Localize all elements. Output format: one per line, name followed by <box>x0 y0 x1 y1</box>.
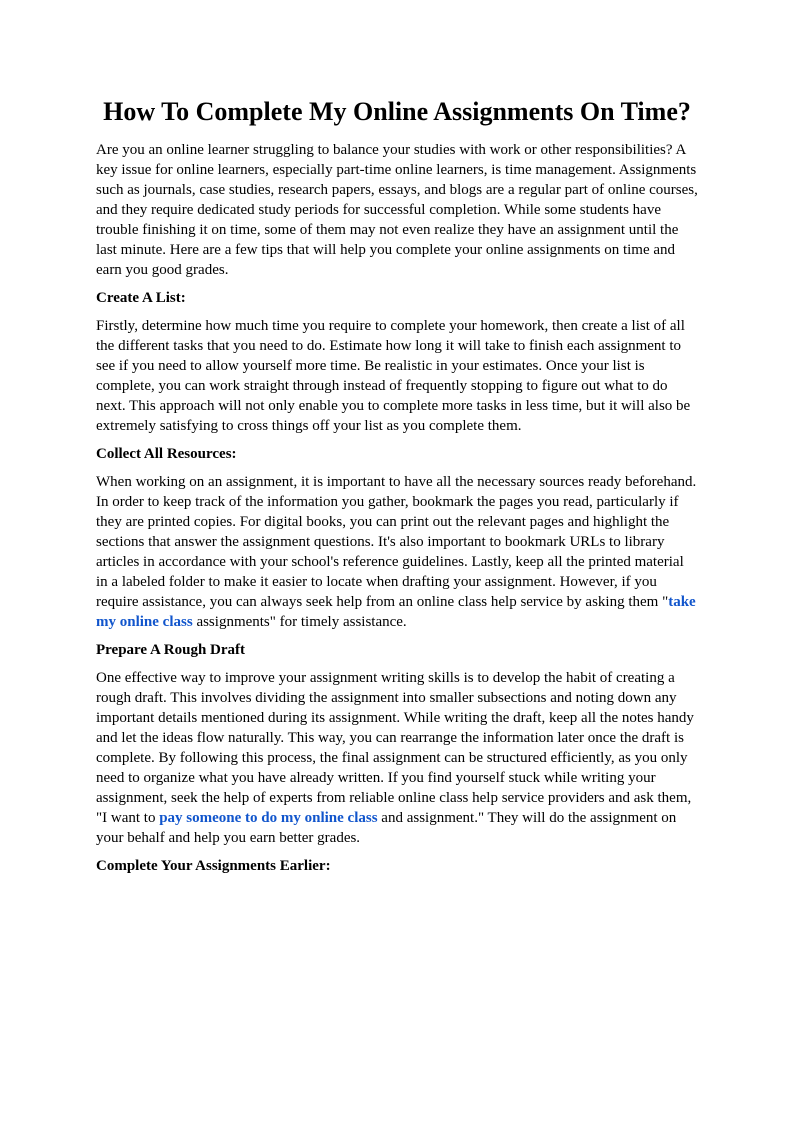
heading-complete-your-assignments-earlier: Complete Your Assignments Earlier: <box>96 858 331 874</box>
take-my-online-class-link[interactable]: take my online class <box>96 594 696 630</box>
document-page <box>96 96 698 884</box>
intro-paragraph: Are you an online learner struggling to balance your studies with work or other responsibilities? A key issue for online learners, especially part-time online learners, is time management. Assignments such as journals, case studies, research papers, essays, and blogs are a regular part of online courses, and they require dedicated study periods for successful completion. While some students have trouble finishing it on time, some of them may not even realize they have an assignment until the last minute. Here are a few tips that will help you complete your online assignments on time and earn you good grades. <box>96 142 698 278</box>
paragraph-text: assignments" for timely assistance. <box>192 614 407 630</box>
heading-prepare-a-rough-draft: Prepare A Rough Draft <box>96 642 246 658</box>
paragraph-prepare-a-rough-draft <box>96 668 698 848</box>
paragraph-text: When working on an assignment, it is important to have all the necessary sources ready beforehand. In order to keep track of the information you gather, bookmark the pages you read, particularly if they are printed copies. For digital books, you can print out the relevant pages and highlight the sections that answer the assignment questions. It's also important to bookmark URLs to library articles in accordance with your school's reference guidelines. Lastly, keep all the printed material in a labeled folder to make it easier to locate when drafting your assignment. However, if you require assistance, you can always seek help from an online class help service by asking them " <box>96 474 697 610</box>
pay-someone-to-do-my-online-class-link[interactable]: pay someone to do my online class <box>159 810 378 826</box>
paragraph-text: One effective way to improve your assignment writing skills is to develop the habit of creating a rough draft. This involves dividing the assignment into smaller subsections and noting down any important details mentioned during its assignment. While writing the draft, keep all the notes handy and let the ideas flow naturally. This way, you can rearrange the information later once the draft is complete. By following this process, the final assignment can be structured efficiently, as you only need to organize what you have already written. If you find yourself stuck while writing your assignment, seek the help of experts from reliable online class help service providers and ask them, "I want to <box>96 670 694 826</box>
paragraph-text: and assignment." They will do the assignment on your behalf and help you earn better grades. <box>96 810 677 846</box>
heading-collect-all-resources: Collect All Resources: <box>96 446 237 462</box>
page-title: How To Complete My Online Assignments On Time? <box>103 97 691 126</box>
heading-create-a-list: Create A List: <box>96 290 186 306</box>
paragraph-collect-all-resources <box>96 472 698 632</box>
paragraph-create-a-list: Firstly, determine how much time you require to complete your homework, then create a list of all the different tasks that you need to do. Estimate how long it will take to finish each assignment to see if you need to allow yourself more time. Be realistic in your estimates. Once your list is complete, you can work straight through instead of frequently stopping to figure out what to do next. This approach will not only enable you to complete more tasks in less time, but it will also be extremely satisfying to cross things off your list as you complete them. <box>96 318 691 434</box>
